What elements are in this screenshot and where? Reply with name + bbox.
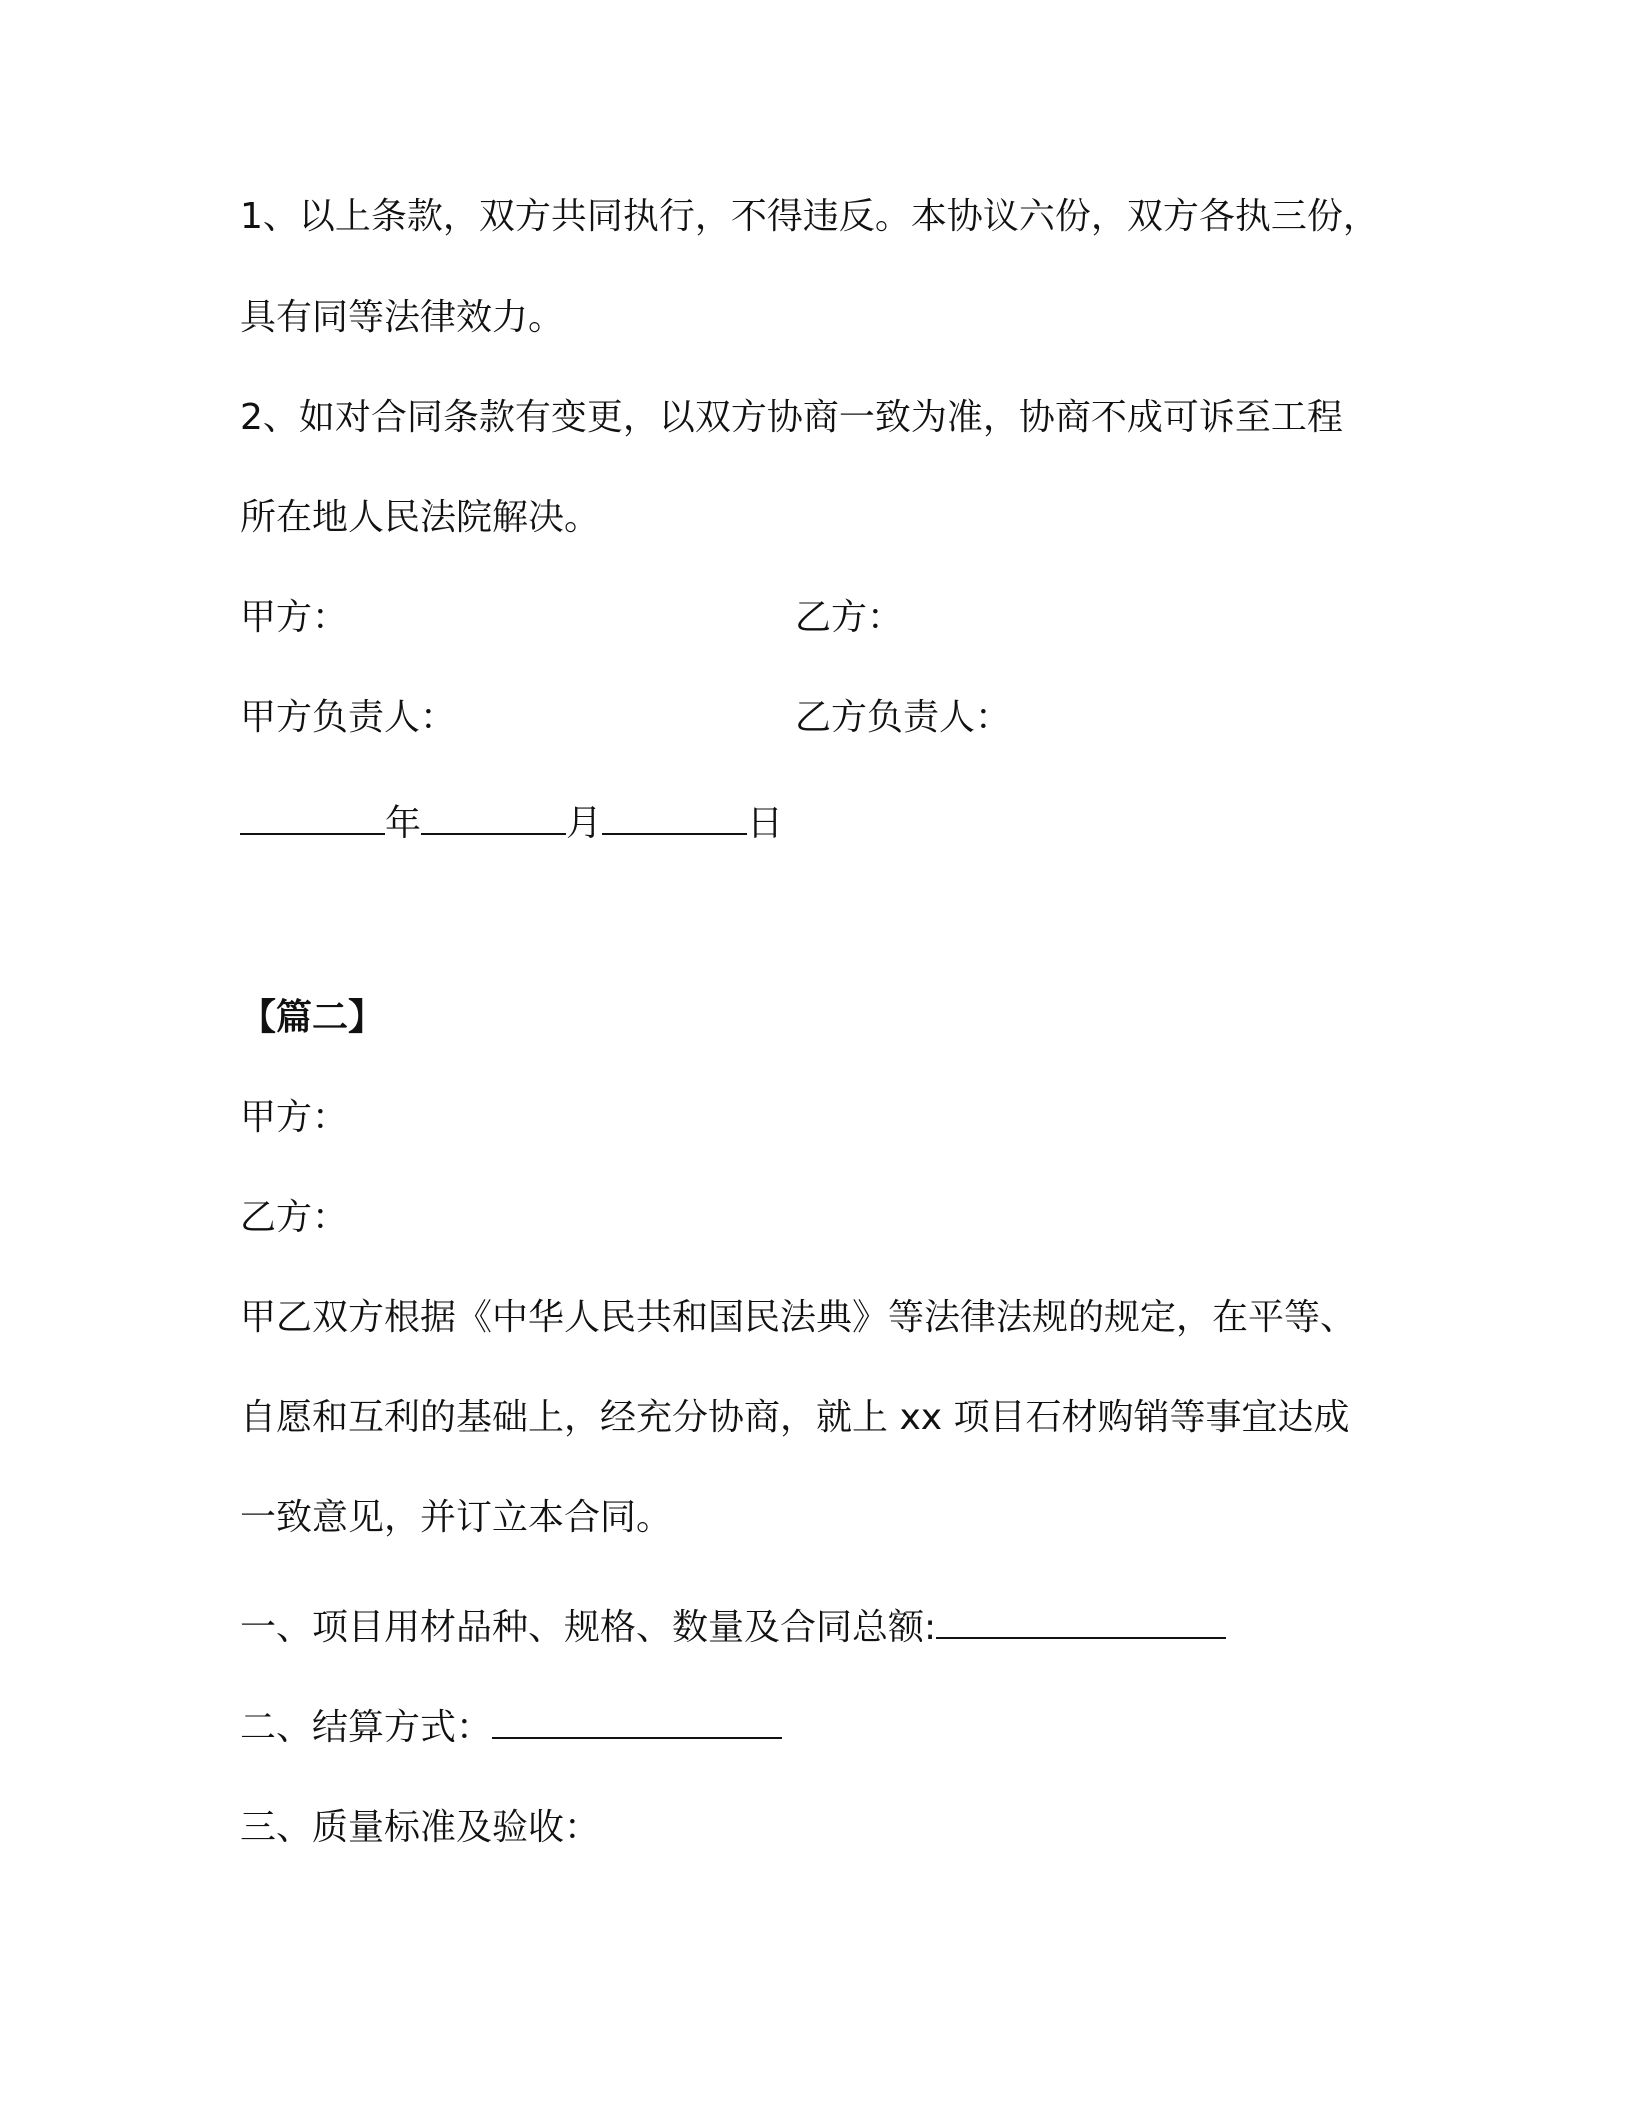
clause-2-line-1: 2、如对合同条款有变更，以双方协商一致为准，协商不成可诉至工程 [240, 397, 1343, 438]
item-2 [240, 1706, 782, 1750]
day-blank [602, 803, 747, 835]
page2-party-a-label: 甲方： [240, 1097, 349, 1138]
item-1 [240, 1606, 1226, 1650]
party-a-rep-label: 甲方负责人： [240, 697, 457, 738]
item-1-blank [936, 1607, 1226, 1639]
intro-line-2: 自愿和互利的基础上，经充分协商，就上 xx 项目石材购销等事宜达成 [240, 1397, 1350, 1438]
clause-1-line-2: 具有同等法律效力。 [240, 297, 565, 338]
year-blank [240, 803, 385, 835]
month-blank [421, 803, 566, 835]
party-b-label: 乙方： [795, 597, 904, 638]
party-b-rep-label: 乙方负责人： [795, 697, 1012, 738]
party-a-label: 甲方： [240, 597, 349, 638]
item-2-label: 二、结算方式： [240, 1707, 493, 1748]
year-label: 年 [385, 803, 422, 844]
page2-party-b-label: 乙方： [240, 1197, 349, 1238]
intro-line-3: 一致意见，并订立本合同。 [240, 1497, 673, 1538]
clause-1-line-1: 1、以上条款，双方共同执行，不得违反。本协议六份，双方各执三份， [240, 196, 1379, 237]
date-line [240, 802, 783, 846]
item-2-blank [492, 1707, 782, 1739]
month-label: 月 [566, 803, 603, 844]
signature-party-row [240, 596, 348, 640]
day-label: 日 [747, 803, 784, 844]
signature-rep-row [240, 696, 456, 740]
clause-2-line-2: 所在地人民法院解决。 [240, 497, 601, 538]
item-3-label: 三、质量标准及验收： [240, 1807, 601, 1848]
section-title: 【篇二】 [240, 997, 385, 1038]
item-1-label: 一、项目用材品种、规格、数量及合同总额: [240, 1607, 937, 1648]
intro-line-1: 甲乙双方根据《中华人民共和国民法典》等法律法规的规定，在平等、 [240, 1297, 1357, 1338]
